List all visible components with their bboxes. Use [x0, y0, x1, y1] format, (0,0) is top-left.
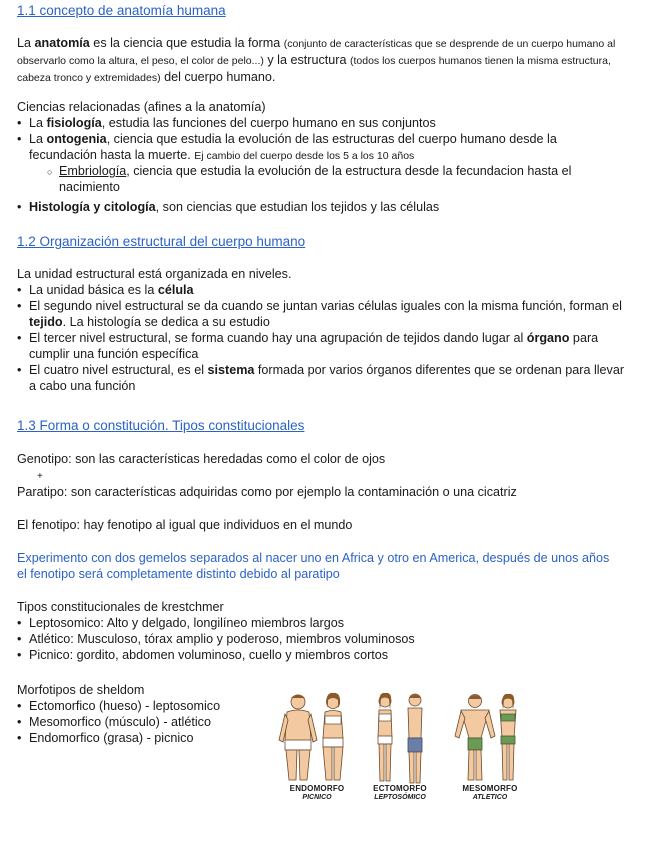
section-heading-1-1: 1.1 concepto de anatomía humana: [17, 3, 226, 18]
list-item: ○ Embriología, ciencia que estudia la evolución de la estructura desde la fecundacion hasta el nacimiento: [47, 163, 627, 195]
structure-intro: La unidad estructural está organizada en niveles.: [17, 267, 292, 281]
list-item: • Mesomorfico (músculo) - atlético: [17, 714, 267, 730]
mesomorph-male-figure: [455, 695, 495, 781]
endomorph-male-figure: [279, 695, 317, 781]
list-item: • Atlético: Musculoso, tórax amplio y poderoso, miembros voluminosos: [17, 631, 617, 647]
list-item: • La fisiología, estudia las funciones del cuerpo humano en sus conjuntos: [17, 115, 627, 131]
sublist: [47, 163, 627, 195]
sheldon-list: [17, 698, 267, 746]
fenotipo: El fenotipo: hay fenotipo al igual que individuos en el mundo: [17, 518, 353, 532]
text: del cuerpo humano.: [160, 70, 276, 84]
list-item: • La ontogenia, ciencia que estudia la evolución de las estructuras del cuerpo humano desde la fecundación hasta la muerte. Ej cambio del cuerpo desde los 5 a los 10 años: [17, 131, 627, 164]
text: es la ciencia que estudia la forma: [89, 36, 284, 50]
endomorph-female-figure: [323, 693, 343, 780]
list-item: • El cuatro nivel estructural, es el sistema formada por varios órganos diferentes que se ordenan para llevar a cabo una función: [17, 362, 629, 394]
label-endomorfo: ENDOMORFO: [289, 784, 345, 793]
text: y la estructura: [263, 53, 350, 67]
somatotype-illustration: [265, 688, 555, 804]
section-heading-1-3: 1.3 Forma o constitución. Tipos constitucionales: [17, 418, 305, 433]
list-item: • Endomorfico (grasa) - picnico: [17, 730, 267, 746]
levels-list: [17, 282, 629, 394]
note: (todos los cuerpos humanos tienen la misma estructura, cabeza tronco y extremidades): [17, 55, 611, 84]
sheldon-title: Morfotipos de sheldom: [17, 683, 145, 697]
label-mesomorfo: MESOMORFO: [462, 784, 518, 793]
note: (conjunto de características que se desprende de un cuerpo humano al observarlo como la altura, el peso, el color de pelo...): [17, 38, 616, 67]
plus-sign: +: [37, 471, 43, 482]
paratipo: Paratipo: son características adquiridas como por ejemplo la contaminación o una cicatriz: [17, 485, 517, 499]
section-heading-1-2: 1.2 Organización estructural del cuerpo humano: [17, 234, 306, 249]
list-item: • El tercer nivel estructural, se forma cuando hay una agrupación de tejidos dando lugar al órgano para cumplir una función específica: [17, 330, 629, 362]
term-anatomia: anatomía: [34, 36, 90, 50]
sublabel-picnico: PICNICO: [302, 794, 332, 801]
mesomorph-female-figure: [500, 694, 516, 780]
list-item: • Picnico: gordito, abdomen voluminoso, cuello y miembros cortos: [17, 647, 617, 663]
ectomorph-male-figure: [408, 694, 422, 783]
related-list: [17, 115, 627, 164]
related-list-2: [17, 199, 627, 215]
list-item: • Leptosomico: Alto y delgado, longilíneo miembros largos: [17, 615, 617, 631]
list-item: • El segundo nivel estructural se da cuando se juntan varias células iguales con la misma función, forman el tejido. La histología se dedica a su estudio: [17, 298, 629, 330]
list-item: • Histología y citología, son ciencias que estudian los tejidos y las células: [17, 199, 627, 215]
kretschmer-title: Tipos constitucionales de krestchmer: [17, 600, 224, 614]
sublabel-leptosomico: LEPTOSÓMICO: [374, 794, 426, 801]
text: La: [17, 36, 35, 50]
list-item: • La unidad básica es la célula: [17, 282, 629, 298]
kretschmer-list: [17, 615, 617, 663]
anatomy-definition: [17, 35, 627, 86]
genotipo: Genotipo: son las características heredadas como el color de ojos: [17, 452, 386, 466]
list-item: • Ectomorfico (hueso) - leptosomico: [17, 698, 267, 714]
ectomorph-female-figure: [378, 693, 392, 781]
related-intro: Ciencias relacionadas (afines a la anatomía): [17, 100, 266, 114]
experimento: Experimento con dos gemelos separados al nacer uno en Africa y otro en America, después de unos años el fenotipo será completamente distinto debido al paratipo: [17, 551, 610, 581]
sublabel-atletico: ATLETICO: [472, 794, 508, 801]
label-ectomorfo: ECTOMORFO: [373, 784, 427, 793]
